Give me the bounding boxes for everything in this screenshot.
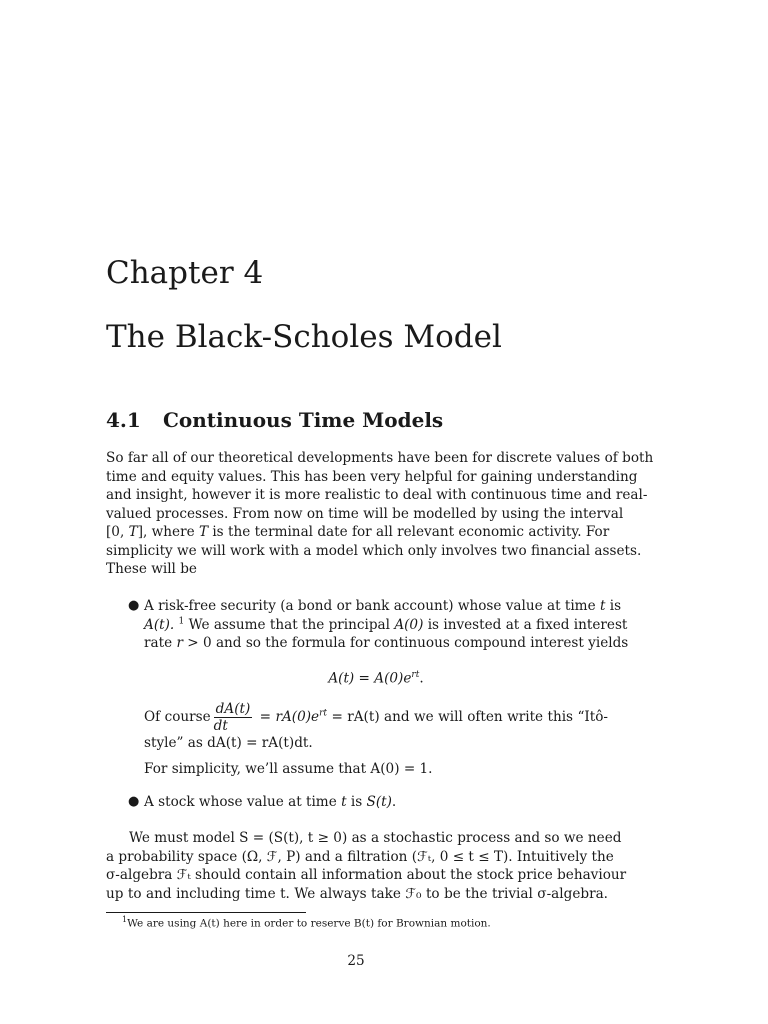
footnote — [122, 915, 491, 930]
paragraph-line: valued processes. From now on time will be modelled by using the interval — [106, 505, 624, 522]
derivative-explanation: Of course $\frac{dA(t)}{dt}$ = $rA(0)e^{rt} = rA(t)$ and we will often write this “Itô- style” as dA(t) = rA(t)dt. — [144, 701, 609, 751]
simplicity-note: For simplicity, we’ll assume that A(0) = 1. — [144, 761, 433, 777]
section-number: 4.1 — [106, 408, 141, 432]
paragraph-line: So far all of our theoretical developments have been for discrete values of both — [106, 450, 654, 466]
footnote-divider — [106, 912, 306, 913]
bullet-dot-icon: ● — [128, 598, 140, 613]
paragraph-line: simplicity we will work with a model which only involves two financial assets. — [106, 542, 642, 559]
paragraph-line: σ-algebra ℱₜ should contain all information about the stock price behaviour — [106, 867, 627, 883]
intro-paragraph — [106, 449, 654, 579]
footnote-text: We are using A(t) here in order to reserve B(t) for Brownian motion. — [127, 917, 491, 930]
chapter-title: The Black-Scholes Model — [106, 319, 502, 355]
stochastic-paragraph — [106, 829, 627, 903]
section-title: Continuous Time Models — [163, 408, 444, 432]
bullet-item-stock: A stock whose value at time t is S(t). — [144, 794, 397, 810]
paragraph-line: up to and including time t. We always take ℱ₀ to be the trivial σ-algebra. — [106, 885, 608, 902]
bullet-item-risk-free: A risk-free security (a bond or bank account) whose value at time t is A(t). $^1$ We assume that the principal A(0) is invested at a fixed interest rate r > 0 and so the formula for continuous compound interest yields — [144, 598, 629, 651]
compound-interest-equation: $A(t) = A(0)e^{rt}$. — [328, 670, 424, 687]
page-number: 25 — [347, 953, 365, 969]
footnote-mark: 1 — [122, 915, 128, 924]
paragraph-line: and insight, however it is more realistic to deal with continuous time and real- — [106, 487, 648, 503]
paragraph-line: a probability space (Ω, ℱ, P) and a filtration (ℱₜ, 0 ≤ t ≤ T). Intuitively the — [106, 848, 614, 865]
paragraph-line: [0, T], where T is the terminal date for all relevant economic activity. For — [106, 524, 610, 540]
section-heading — [106, 408, 443, 432]
derivative-fraction: $\frac{dA(t)}{dt}$ — [213, 701, 251, 734]
paragraph-line: time and equity values. This has been very helpful for gaining understanding — [106, 468, 638, 485]
paragraph-line: These will be — [106, 561, 197, 577]
chapter-label: Chapter 4 — [106, 255, 264, 291]
footnote-reference[interactable]: 1 — [178, 615, 185, 626]
paragraph-line: We must model S = (S(t), t ≥ 0) as a stochastic process and so we need — [129, 830, 622, 846]
bullet-dot-icon: ● — [128, 794, 140, 809]
